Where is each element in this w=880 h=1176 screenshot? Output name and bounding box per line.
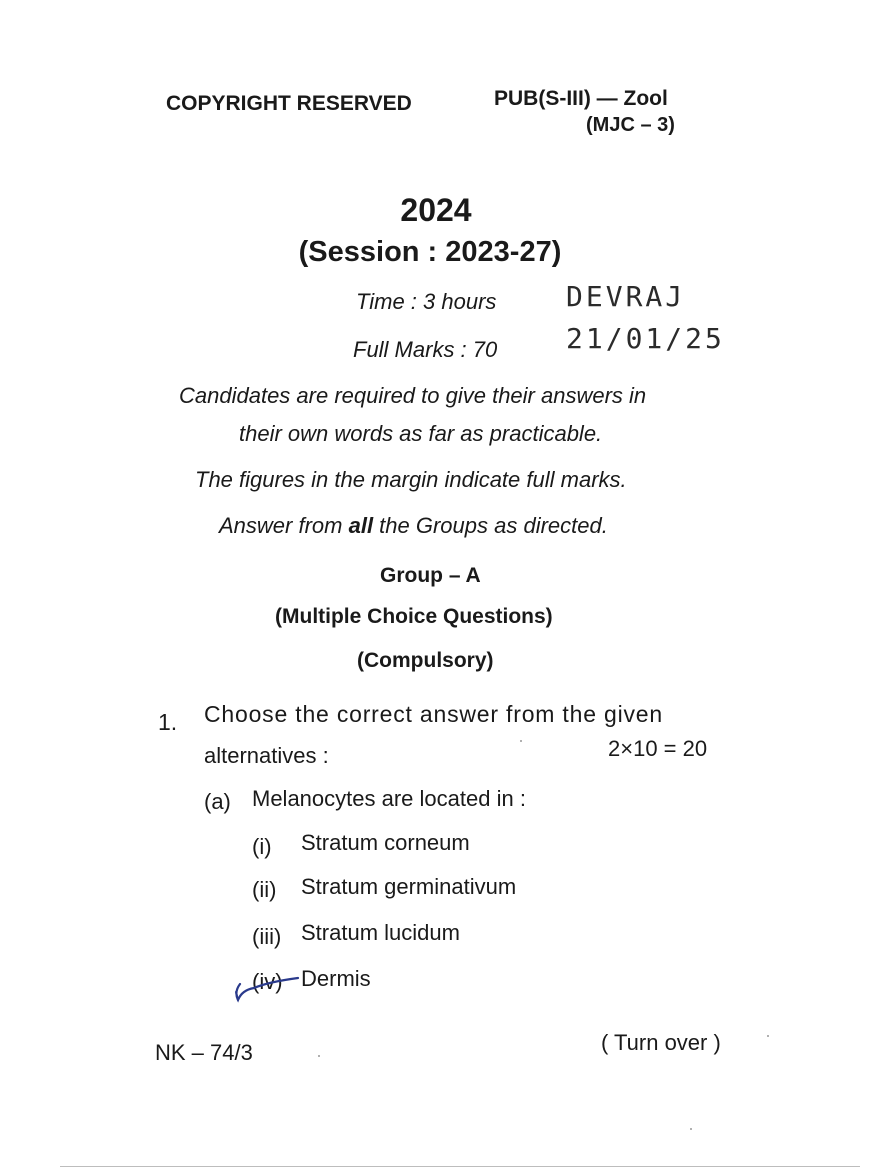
instruction-line-4-bold: all — [348, 513, 374, 538]
exam-full-marks: Full Marks : 70 — [353, 337, 498, 362]
scan-edge-line — [60, 1166, 860, 1167]
sub-question-label: (a) — [204, 789, 231, 814]
scan-speck — [318, 1055, 320, 1057]
question-number: 1. — [158, 709, 178, 735]
group-title: Group – A — [380, 564, 481, 587]
handwritten-date: 21/01/25 — [566, 322, 725, 355]
copyright-notice: COPYRIGHT RESERVED — [166, 92, 412, 115]
option-label: (iii) — [252, 924, 282, 949]
exam-time: Time : 3 hours — [356, 289, 497, 314]
paper-code: PUB(S-III) — Zool — [494, 87, 668, 110]
group-subtitle: (Multiple Choice Questions) — [275, 605, 553, 628]
option-label: (ii) — [252, 877, 277, 902]
scan-speck — [690, 1128, 692, 1130]
option-label: (iv) — [252, 969, 283, 994]
instruction-line-4-post: the Groups as directed. — [373, 513, 608, 538]
question-text-line-2: alternatives : — [204, 743, 329, 768]
scan-speck — [767, 1035, 769, 1037]
group-note: (Compulsory) — [357, 649, 494, 672]
instruction-line-4 — [219, 513, 608, 539]
option-label: (i) — [252, 834, 272, 859]
paper-code-sub: (MJC – 3) — [586, 114, 675, 136]
answer-tick-mark — [228, 962, 308, 1008]
question-marks: 2×10 = 20 — [608, 736, 708, 761]
handwritten-name: DEVRAJ — [566, 280, 686, 313]
instruction-line-2: their own words as far as practicable. — [239, 421, 603, 446]
instruction-line-3: The figures in the margin indicate full marks. — [195, 467, 627, 492]
sub-question-text: Melanocytes are located in : — [252, 786, 526, 811]
option-text: Stratum corneum — [301, 830, 470, 855]
option-text: Dermis — [301, 966, 371, 991]
turn-over-note: ( Turn over ) — [601, 1030, 721, 1055]
instruction-line-1: Candidates are required to give their answers in — [179, 383, 647, 408]
paper-serial-code: NK – 74/3 — [155, 1040, 253, 1065]
scan-speck — [520, 740, 522, 742]
exam-year: 2024 — [400, 192, 472, 228]
question-text-line-1: Choose the correct answer from the given — [204, 701, 663, 727]
instruction-line-4-pre: Answer from — [219, 513, 349, 538]
option-text: Stratum germinativum — [301, 874, 517, 899]
exam-session: (Session : 2023-27) — [298, 236, 562, 268]
option-text: Stratum lucidum — [301, 920, 460, 945]
